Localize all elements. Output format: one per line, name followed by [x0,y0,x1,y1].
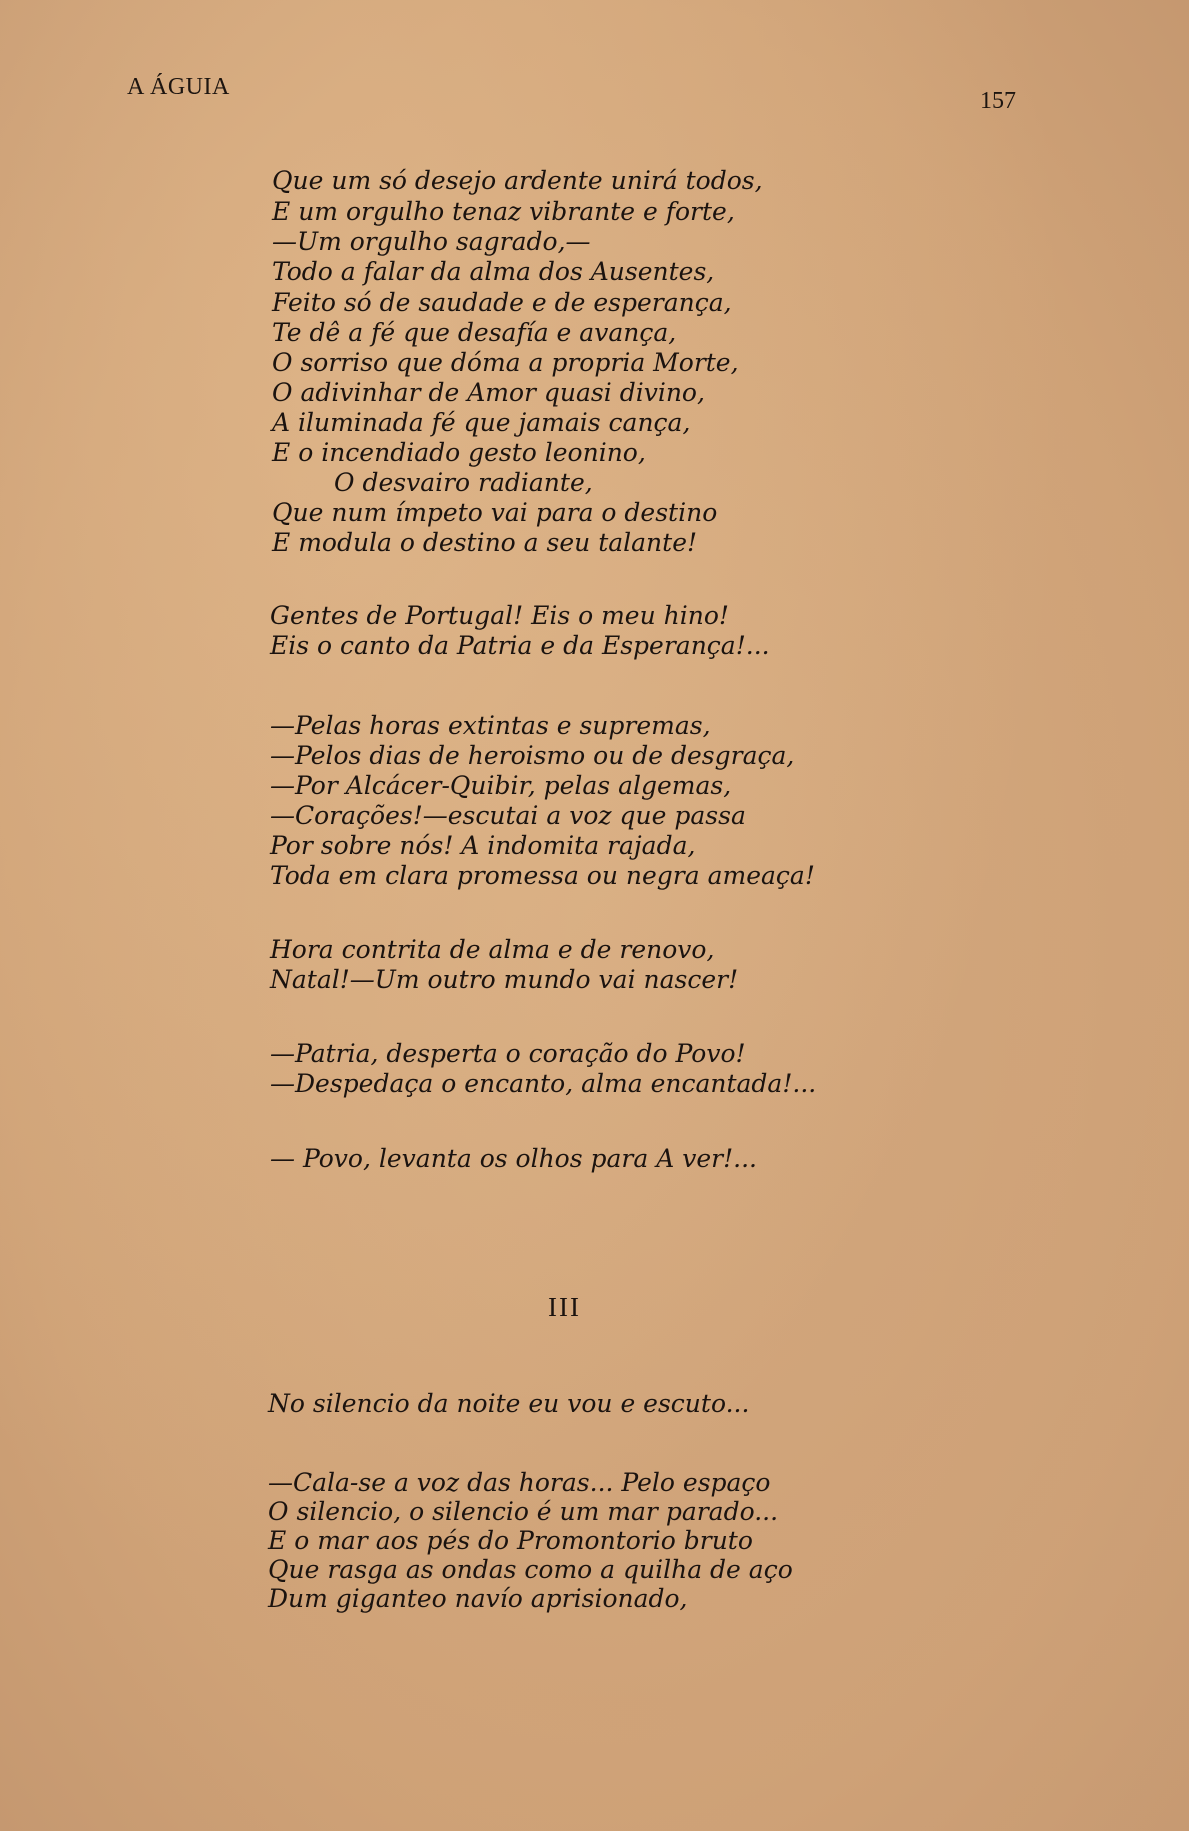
poem-line: —Por Alcácer-Quibir, pelas algemas, [270,771,732,800]
poem-line: Hora contrita de alma e de renovo, [270,935,715,964]
poem-line: E um orgulho tenaz vibrante e forte, [272,197,735,226]
poem-line: Natal!—Um outro mundo vai nascer! [270,965,739,994]
poem-line: —Patria, desperta o coração do Povo! [270,1039,746,1068]
poem-line: A iluminada fé que jamais cança, [272,408,691,437]
poem-line: —Pelas horas extintas e supremas, [270,711,711,740]
poem-line: O silencio, o silencio é um mar parado... [268,1497,779,1526]
poem-line: O adivinhar de Amor quasi divino, [272,378,705,407]
poem-line: Eis o canto da Patria e da Esperança!... [270,631,770,660]
poem-line: — Povo, levanta os olhos para A ver!... [270,1144,757,1173]
poem-line: Feito só de saudade e de esperança, [272,288,732,317]
poem-line: Dum giganteo navío aprisionado, [268,1584,688,1613]
poem-line: —Cala-se a voz das horas... Pelo espaço [268,1468,771,1497]
poem-line: —Um orgulho sagrado,— [272,227,591,256]
poem-line: Que rasga as ondas como a quilha de aço [268,1555,793,1584]
poem-line: —Corações!—escutai a voz que passa [270,801,746,830]
poem-line: Que num ímpeto vai para o destino [272,498,718,527]
poem-line: Que um só desejo ardente unirá todos, [272,166,763,195]
poem-line: No silencio da noite eu vou e escuto... [268,1389,750,1418]
section-numeral: III [548,1292,581,1322]
poem-line: E modula o destino a seu talante! [272,528,698,557]
poem-line: O desvairo radiante, [334,468,593,497]
poem-line: Te dê a fé que desafía e avança, [272,318,677,347]
poem-line: O sorriso que dóma a propria Morte, [272,348,739,377]
running-title: A ÁGUIA [127,74,230,100]
poem-line: E o incendiado gesto leonino, [272,438,646,467]
poem-line: —Despedaça o encanto, alma encantada!... [270,1069,817,1098]
poem-line: Todo a falar da alma dos Ausentes, [272,257,715,286]
poem-line: Por sobre nós! A indomita rajada, [270,831,696,860]
page-number: 157 [980,88,1016,114]
poem-line: E o mar aos pés do Promontorio bruto [268,1526,753,1555]
poem-line: Gentes de Portugal! Eis o meu hino! [270,601,729,630]
poem-line: —Pelos dias de heroismo ou de desgraça, [270,741,795,770]
poem-line: Toda em clara promessa ou negra ameaça! [270,861,815,890]
